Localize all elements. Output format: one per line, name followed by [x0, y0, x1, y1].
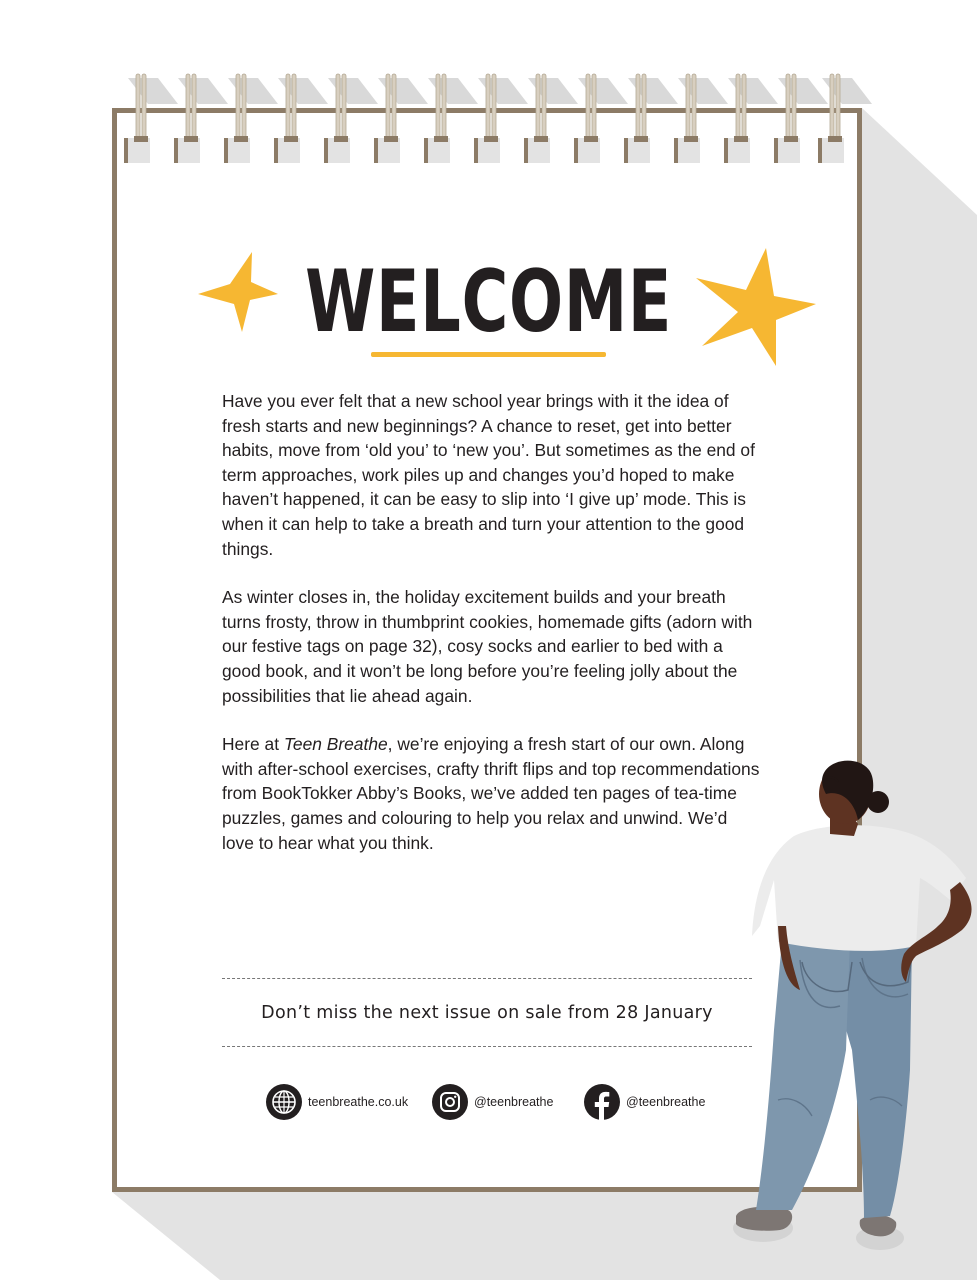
person-illustration — [730, 750, 977, 1260]
globe-icon — [266, 1084, 302, 1120]
next-issue-notice: Don’t miss the next issue on sale from 28 January — [261, 1003, 713, 1023]
page-title: WELCOME — [305, 252, 673, 352]
welcome-body — [222, 389, 762, 879]
social-facebook[interactable] — [584, 1084, 705, 1120]
spiral-binding — [0, 0, 977, 180]
social-website[interactable] — [266, 1084, 408, 1120]
paragraph-2: As winter closes in, the holiday excitement builds and your breath turns frosty, throw in thumbprint cookies, homemade gifts (adorn with our festive tags on page 32), cosy socks and earlier to bed with a good book, and it won’t be long before you’re feeling jolly about the possibilities that lie ahead again. — [222, 587, 753, 706]
instagram-label[interactable]: @teenbreathe — [474, 1095, 554, 1109]
dashed-divider-top — [222, 978, 752, 979]
facebook-label[interactable]: @teenbreathe — [626, 1095, 706, 1109]
paragraph-1: Have you ever felt that a new school year brings with it the idea of fresh starts and new beginnings? A chance to reset, get into better habits, move from ‘old you’ to ‘new you’. But sometimes as the end of term approaches, work piles up and changes you’d hoped to make haven’t happened, it can be easy to slip into ‘I give up’ mode. This is when it can help to take a breath and turn your attention to the good things. — [222, 391, 755, 559]
dashed-divider-bottom — [222, 1046, 752, 1047]
facebook-icon — [584, 1084, 620, 1120]
instagram-icon — [432, 1084, 468, 1120]
social-instagram[interactable] — [432, 1084, 553, 1120]
title-underline — [371, 352, 606, 357]
website-label[interactable]: teenbreathe.co.uk — [308, 1095, 409, 1109]
magazine-name: Teen Breathe — [283, 734, 388, 755]
paragraph-3-lead: Here at — [222, 734, 284, 755]
paragraph-3 — [222, 732, 762, 855]
paragraph-3-rest: , we’re enjoying a fresh start of our own. Along with after-school exercises, crafty thrift flips and top recommendations from BookTokker Abby’s Books, we’ve added ten pages of tea-time puzzles, games and colouring to help you relax and unwind. We’d love to hear what you think. — [222, 734, 760, 853]
